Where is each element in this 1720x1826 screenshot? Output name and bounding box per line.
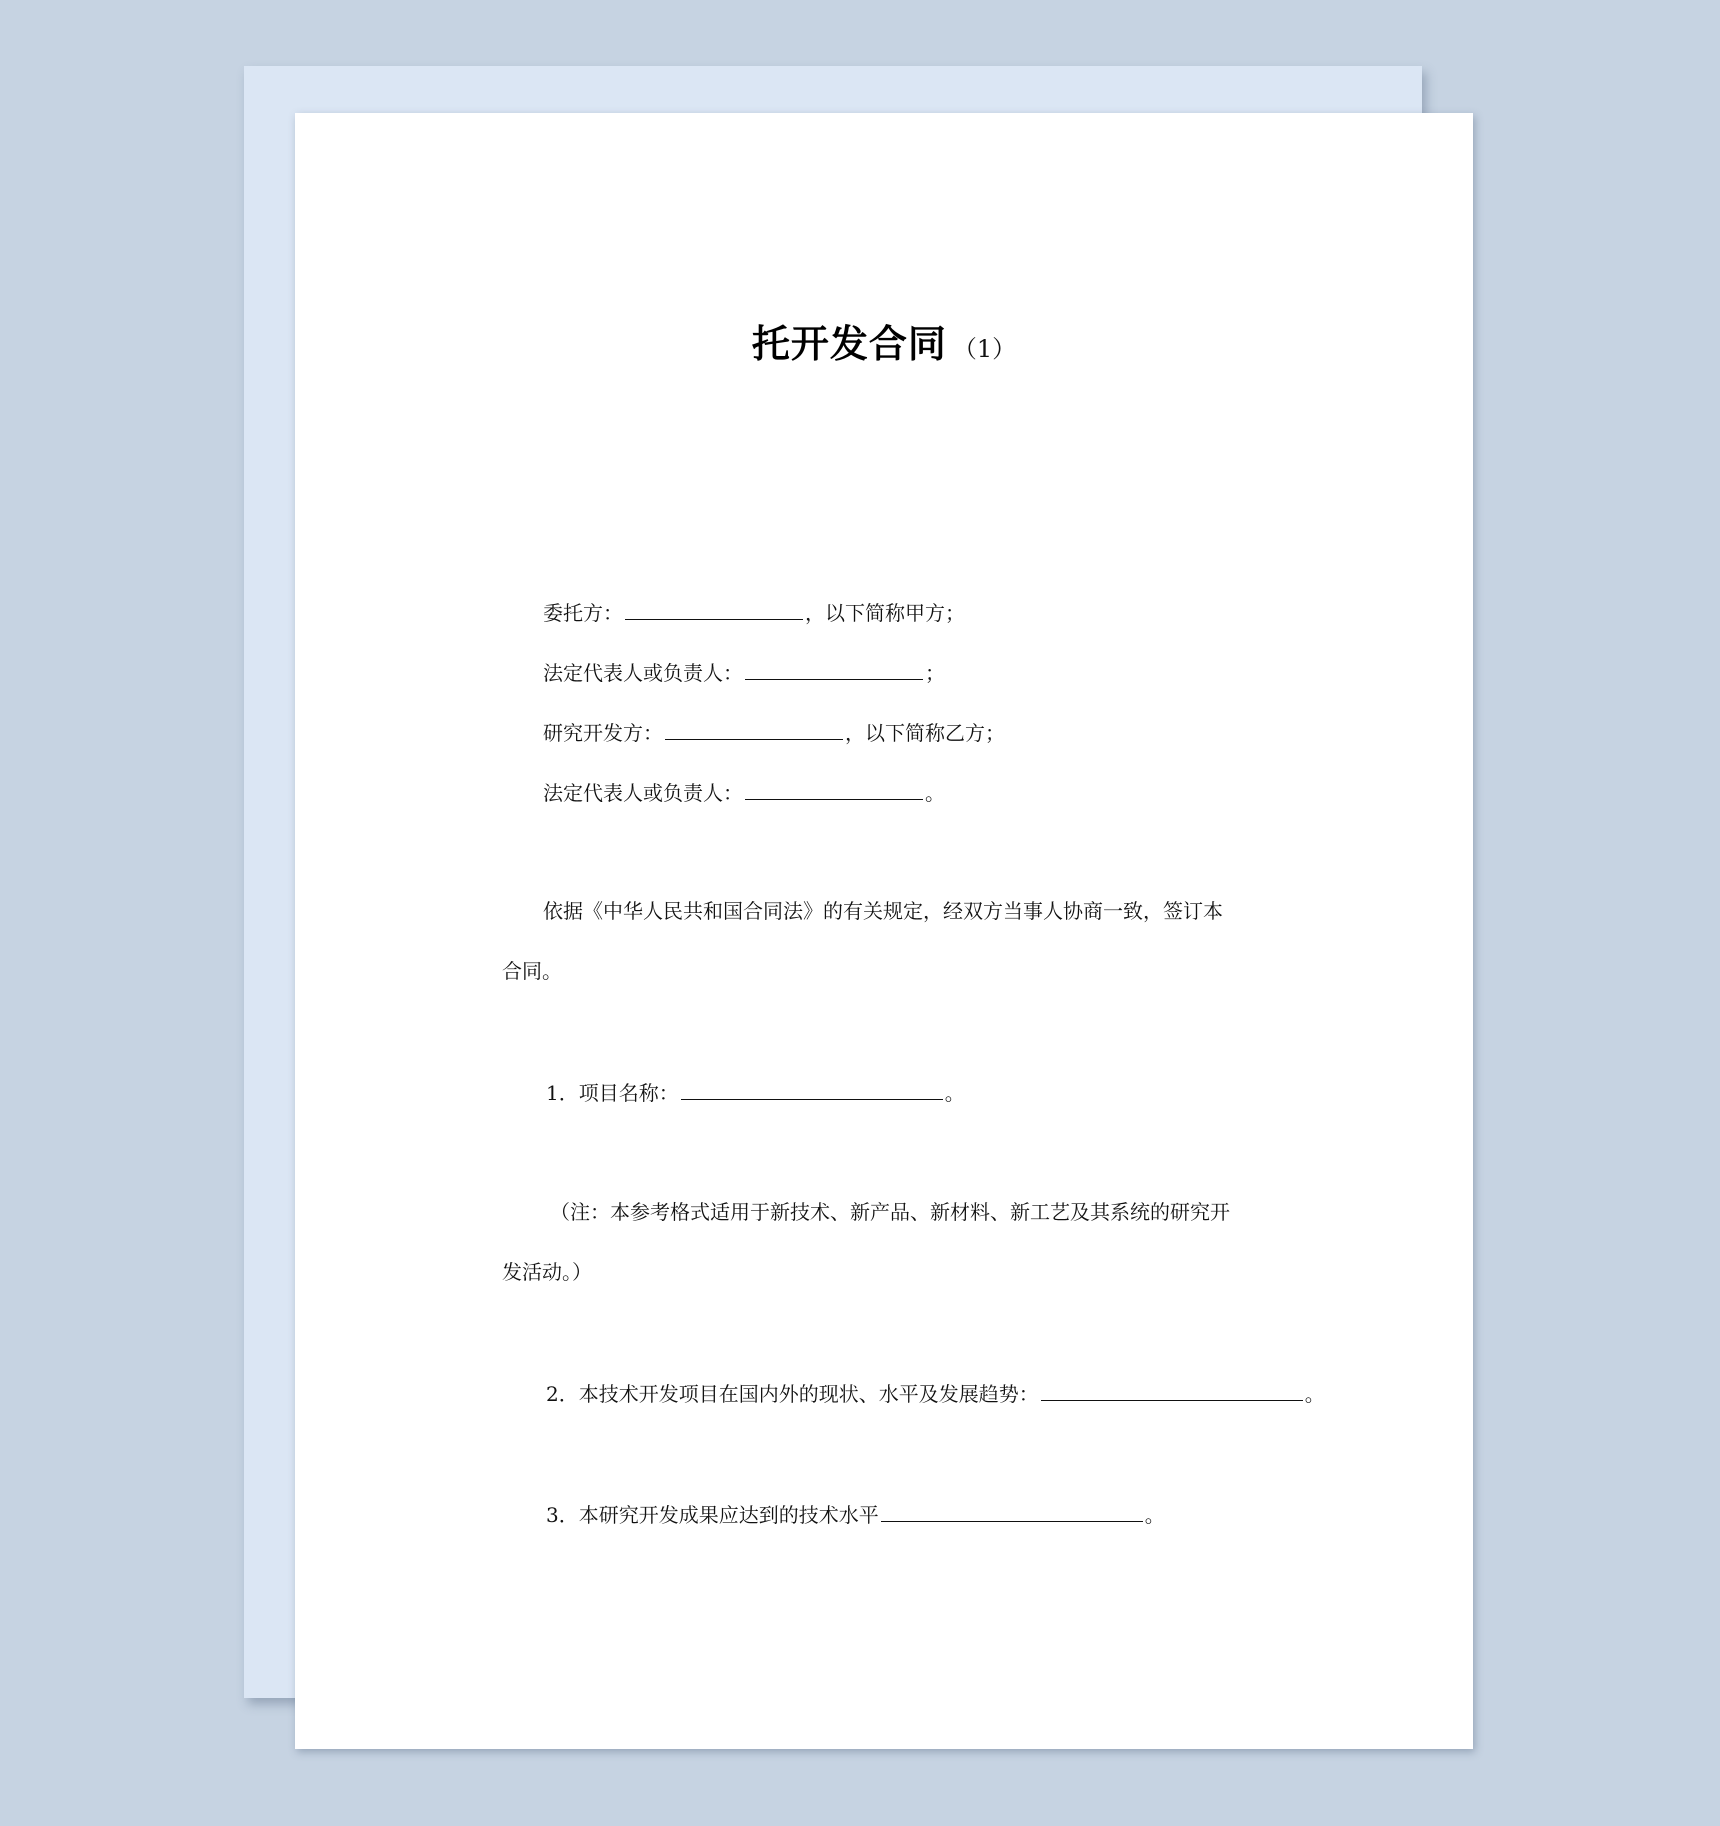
title-number: （1） (952, 335, 1017, 363)
item-1-blank[interactable] (681, 1077, 943, 1100)
developer-rep-label: 法定代表人或负责人： (543, 781, 743, 805)
item-3-line (546, 1499, 1165, 1529)
document-page (295, 113, 1473, 1749)
item-3-suffix: 。 (1144, 1503, 1165, 1527)
document-title (295, 313, 1473, 368)
item-3-blank[interactable] (881, 1499, 1143, 1522)
note-line-2: 发活动。） (502, 1260, 592, 1284)
client-suffix: ，以下简称甲方； (805, 601, 965, 625)
developer-line (543, 717, 1005, 747)
client-rep-label: 法定代表人或负责人： (543, 661, 743, 685)
developer-rep-line (543, 777, 945, 807)
item-1-suffix: 。 (944, 1081, 965, 1105)
item-3-label: 3．本研究开发成果应达到的技术水平 (546, 1503, 879, 1527)
basis-paragraph-line-2: 合同。 (502, 959, 562, 983)
title-main: 托开发合同 (751, 322, 947, 366)
client-rep-suffix: ； (925, 661, 945, 685)
item-2-blank[interactable] (1041, 1378, 1303, 1401)
client-label: 委托方： (543, 601, 623, 625)
item-2-suffix: 。 (1304, 1382, 1325, 1406)
developer-label: 研究开发方： (543, 721, 663, 745)
developer-blank[interactable] (665, 717, 843, 740)
client-line (543, 597, 965, 627)
basis-paragraph-line-1: 依据《中华人民共和国合同法》的有关规定，经双方当事人协商一致，签订本 (543, 899, 1223, 923)
client-rep-line (543, 657, 945, 687)
note-line-1: （注：本参考格式适用于新技术、新产品、新材料、新工艺及其系统的研究开 (550, 1200, 1230, 1224)
item-1-label: 1．项目名称： (546, 1081, 679, 1105)
client-rep-blank[interactable] (745, 657, 923, 680)
developer-rep-blank[interactable] (745, 777, 923, 800)
item-2-line (546, 1378, 1325, 1408)
developer-rep-suffix: 。 (925, 781, 945, 805)
client-blank[interactable] (625, 597, 803, 620)
item-1-line (546, 1077, 965, 1107)
developer-suffix: ，以下简称乙方； (845, 721, 1005, 745)
item-2-label: 2．本技术开发项目在国内外的现状、水平及发展趋势： (546, 1382, 1039, 1406)
